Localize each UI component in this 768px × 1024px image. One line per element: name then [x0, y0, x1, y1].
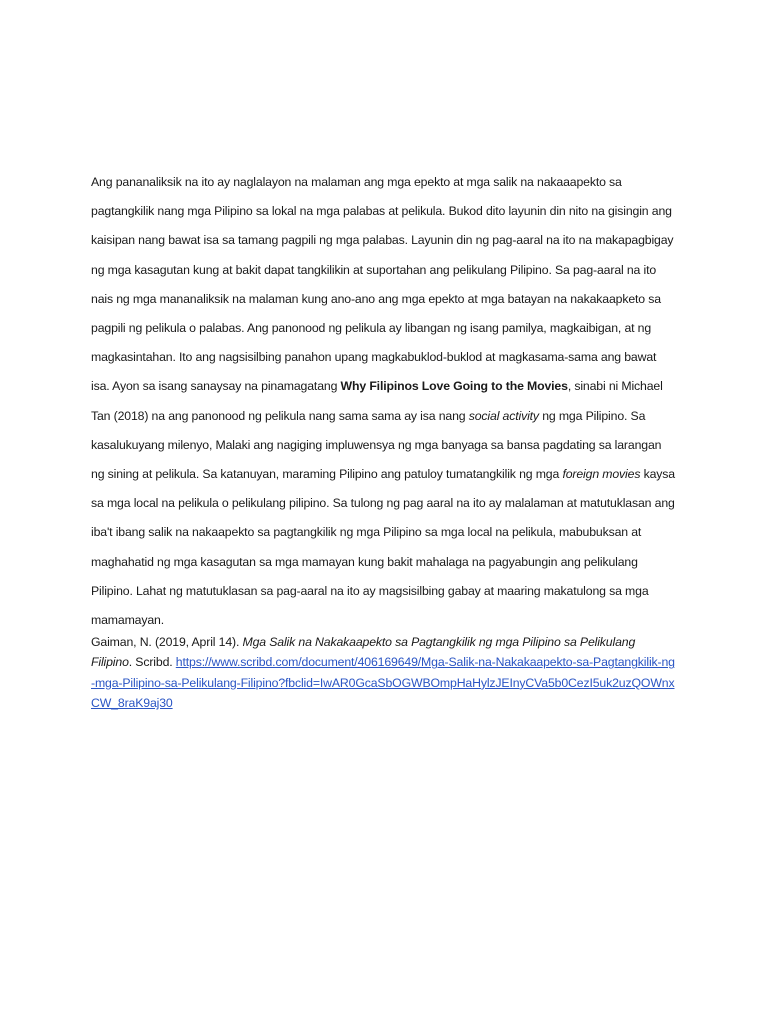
paragraph-text-4: kaysa sa mga local na pelikula o pelikulang pilipino. Sa tulong ng pag aaral na ito ay malalaman at matutuklasan ang iba't ibang salik na nakaapekto sa pagtangkilik ng mga Pilipino sa mga local na pelikula, mabubuksan at maghahatid ng mga kasagutan sa mga mamayan kung bakit mahalaga na pagyabungin ang pelikulang Pilipino. Lahat ng matutuklasan sa pag-aaral na ito ay magsisilbing gabay at maaring makatulong sa mga mamamayan.: [91, 467, 675, 628]
reference-author: Gaiman, N.: [91, 635, 152, 649]
reference-date: (2019, April 14).: [151, 635, 243, 649]
italic-term-social-activity: social activity: [468, 408, 539, 423]
paragraph-text-1: Ang pananaliksik na ito ay naglalayon na malaman ang mga epekto at mga salik na nakaaapekto sa pagtangkilik nang mga Pilipino sa lokal na mga palabas at pelikula. Bukod dito layunin din nito na gisingin ang kaisipan nang bawat isa sa tamang pagpili ng mga palabas. Layunin din ng pag-aaral na ito na makapagbigay ng mga kasagutan kung at bakit dapat tangkilikin at suportahan ang pelikulang Pilipino. Sa pag-aaral na ito nais ng mga mananaliksik na malaman kung ano-ano ang mga epekto at mga batayan na nakakaapketo sa pagpili ng pelikula o palabas. Ang panonood ng pelikula ay libangan ng isang pamilya, magkaibigan, at ng magkasintahan. Ito ang nagsisilbing panahon upang magkabuklod-buklod at magkasama-sama ang bawat isa. Ayon sa isang sanaysay na pinamagatang: [91, 175, 674, 394]
reference-publisher: . Scribd.: [128, 655, 176, 670]
italic-term-foreign-movies: foreign movies: [562, 467, 641, 482]
body-paragraph: [91, 168, 677, 635]
reference-title: Mga Salik na Nakakaapekto sa Pagtangkilik ng mga Pilipino sa Pelikulang Filipino: [91, 635, 636, 670]
reference-url-link[interactable]: https://www.scribd.com/document/406169649/Mga-Salik-na-Nakakaapekto-sa-Pagtangkilik-ng-mga-Pilipino-sa-Pelikulang-Filipino?fbclid=IwAR0GcaSbOGWBOmpHaHylzJEInyCVa5b0CezI5uk2uzQOWnxCW_8raK9aj30: [91, 655, 675, 711]
paragraph-text-2: , sinabi ni Michael Tan (2018) na ang panonood ng pelikula nang sama sama ay isa nang: [91, 379, 663, 423]
essay-title: Why Filipinos Love Going to the Movies: [340, 379, 568, 394]
reference-citation: [91, 632, 677, 714]
paragraph-text-3: ng mga Pilipino. Sa kasalukuyang milenyo, Malaki ang nagiging impluwensya ng mga banyaga sa bansa pagdating sa larangan ng sining at pelikula. Sa katanuyan, maraming Pilipino ang patuloy tumatangkilik ng mga: [91, 408, 662, 482]
